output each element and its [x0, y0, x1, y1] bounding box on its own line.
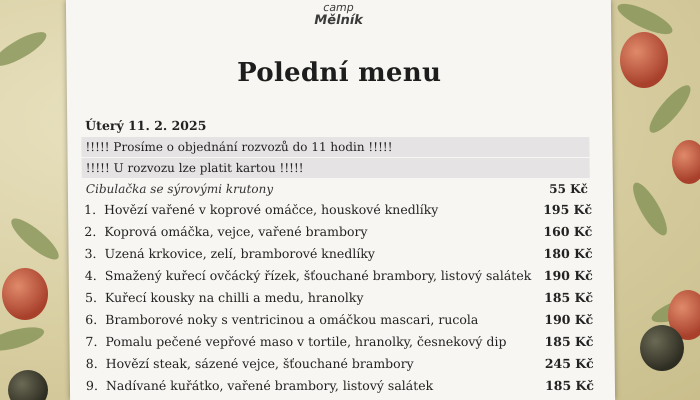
- soup-name: Cibulačka se sýrovými krutony: [85, 182, 274, 196]
- olive-decoration: [640, 325, 684, 371]
- item-price: 190 Kč: [544, 312, 594, 327]
- menu-date: Úterý 11. 2. 2025: [85, 118, 207, 133]
- item-number: 1.: [84, 202, 97, 217]
- item-number: 8.: [85, 356, 98, 371]
- item-price: 190 Kč: [543, 268, 593, 283]
- item-name: Koprová omáčka, vejce, vařené brambory: [104, 224, 368, 239]
- item-name: Hovězí vařené v koprové omáčce, houskové knedlíky: [104, 202, 439, 217]
- item-price: 195 Kč: [543, 202, 593, 217]
- item-price: 185 Kč: [544, 334, 594, 349]
- leaf-decoration: [6, 213, 64, 265]
- item-number: 5.: [84, 290, 98, 305]
- item-price: 185 Kč: [544, 290, 594, 305]
- menu-item: [86, 376, 594, 396]
- camp-logo: [66, 0, 611, 28]
- item-name: Hovězí steak, sázené vejce, šťouchané brambory: [105, 356, 414, 371]
- page-title: Polední menu: [236, 58, 442, 88]
- notice-order-deadline: !!!!! Prosíme o objednání rozvozů do 11 hodin !!!!!: [81, 137, 589, 157]
- menu-item: [84, 222, 592, 242]
- soup-price: 55 Kč: [549, 182, 588, 196]
- menu-item: [84, 200, 592, 220]
- item-name: Bramborové noky s ventricinou a omáčkou mascari, rucola: [105, 312, 479, 327]
- olive-decoration: [672, 140, 700, 184]
- menu-item: [85, 332, 593, 352]
- leaf-decoration: [0, 323, 46, 356]
- menu-item: [85, 288, 593, 308]
- menu-item: [86, 354, 594, 374]
- item-number: 3.: [84, 246, 97, 261]
- item-name: Kuřecí kousky na chilli a medu, hranolky: [104, 290, 364, 305]
- item-number: 7.: [85, 334, 98, 349]
- olive-decoration: [620, 32, 668, 88]
- logo-line-camp: camp: [323, 1, 354, 14]
- olive-decoration: [2, 268, 48, 320]
- notice-card-payment: !!!!! U rozvozu lze platit kartou !!!!!: [82, 158, 590, 178]
- soup-row: [86, 180, 588, 198]
- item-number: 2.: [84, 224, 97, 239]
- olive-decoration: [8, 370, 48, 400]
- item-price: 245 Kč: [544, 356, 594, 371]
- item-name: Nadívané kuřátko, vařené brambory, listový salátek: [105, 378, 434, 393]
- item-number: 9.: [85, 378, 98, 393]
- item-price: 160 Kč: [543, 224, 593, 239]
- item-name: Pomalu pečené vepřové maso v tortile, hranolky, česnekový dip: [105, 334, 507, 349]
- item-price: 180 Kč: [543, 246, 593, 261]
- item-number: 6.: [85, 312, 98, 327]
- menu-sheet: [66, 0, 615, 400]
- leaf-decoration: [627, 179, 673, 240]
- item-price: 185 Kč: [544, 378, 595, 393]
- logo-line-melnik: Mělník: [314, 13, 363, 28]
- menu-item: [85, 266, 593, 286]
- menu-item: [84, 244, 592, 264]
- leaf-decoration: [644, 80, 696, 138]
- leaf-decoration: [0, 26, 50, 72]
- item-number: 4.: [84, 268, 97, 283]
- item-name: Smažený kuřecí ovčácký řízek, šťouchané brambory, listový salátek: [104, 268, 532, 283]
- menu-item: [85, 310, 593, 330]
- item-name: Uzená krkovice, zelí, bramborové knedlíky: [104, 246, 375, 261]
